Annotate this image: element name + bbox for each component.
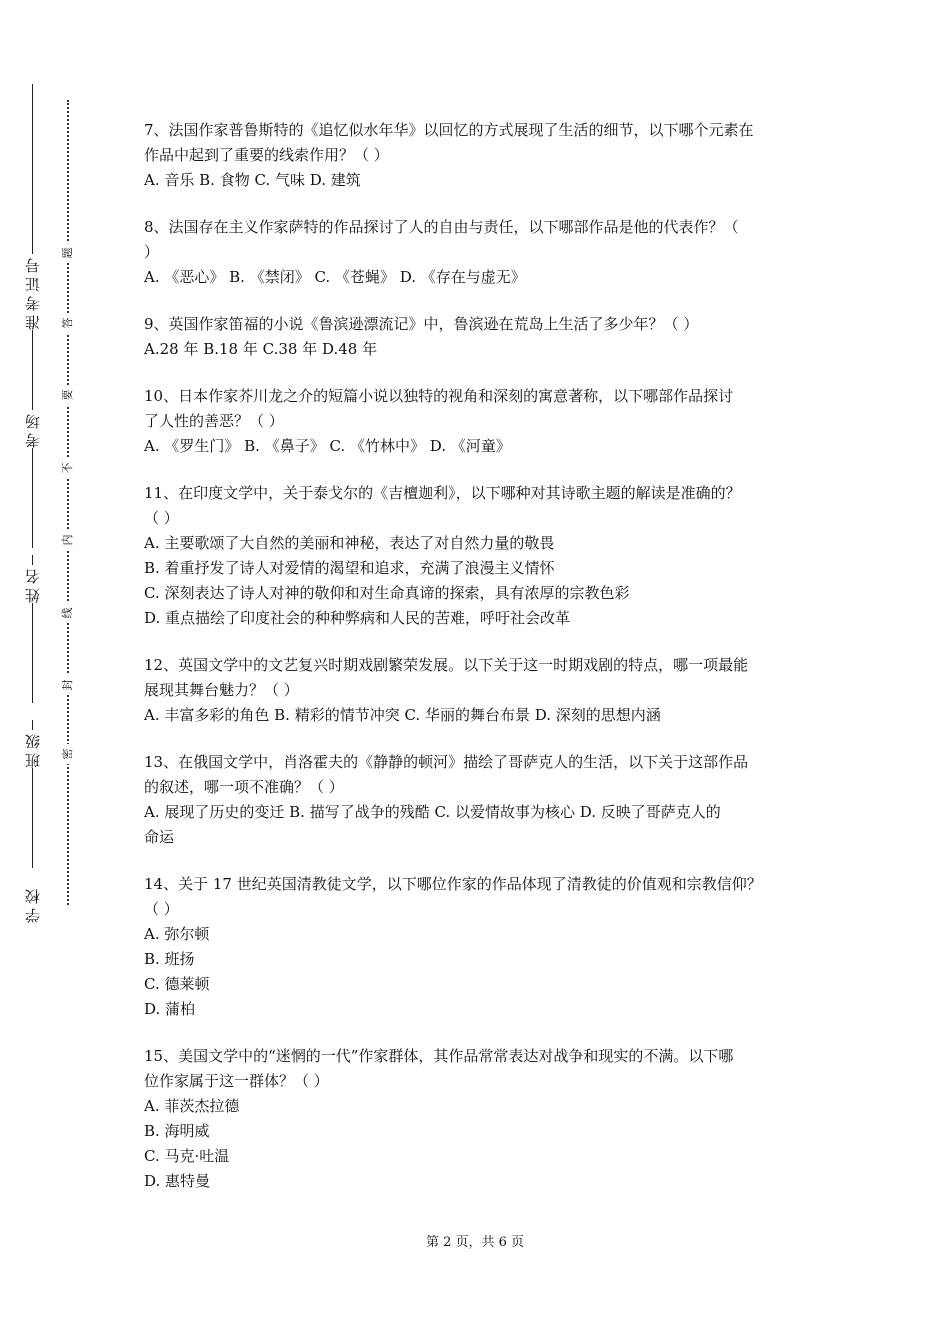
name-label: 姓名 bbox=[23, 565, 42, 603]
option-b: B. 海明威 bbox=[144, 1122, 210, 1140]
option-a: A. 弥尔顿 bbox=[144, 925, 210, 943]
option-d: D. 惠特曼 bbox=[144, 1172, 211, 1190]
class-field bbox=[20, 720, 44, 868]
option-a: A. 主要歌颂了大自然的美丽和神秘，表达了对自然力量的敬畏 bbox=[144, 534, 555, 552]
seal-char: 密 bbox=[58, 744, 78, 764]
seal-char: 答 bbox=[58, 313, 78, 333]
question-line: 8、法国存在主义作家萨特的作品探讨了人的自由与责任，以下哪部作品是他的代表作？（ bbox=[144, 218, 739, 236]
seal-char: 要 bbox=[58, 385, 78, 405]
option-c: C. 深刻表达了诗人对神的敬仰和对生命真谛的探索，具有浓厚的宗教色彩 bbox=[144, 584, 630, 602]
question-7 bbox=[144, 118, 812, 193]
question-line: 作品中起到了重要的线索作用？（ ） bbox=[144, 146, 389, 164]
question-line: 9、英国作家笛福的小说《鲁滨逊漂流记》中，鲁滨逊在荒岛上生活了多少年？（ ） bbox=[144, 315, 699, 333]
question-line: 的叙述，哪一项不准确？（ ） bbox=[144, 778, 344, 796]
exam-number-field bbox=[20, 84, 44, 390]
question-14 bbox=[144, 872, 812, 1022]
page-number: 第 2 页，共 6 页 bbox=[425, 1235, 525, 1250]
option-c: C. 德莱顿 bbox=[144, 975, 210, 993]
question-line: 了人性的善恶？（ ） bbox=[144, 412, 284, 430]
question-line: （ ） bbox=[144, 900, 179, 918]
question-line: 13、在俄国文学中，肖洛霍夫的《静静的顿河》描绘了哥萨克人的生活，以下关于这部作品 bbox=[144, 753, 749, 771]
name-field bbox=[20, 555, 44, 703]
seal-char: 题 bbox=[58, 243, 78, 263]
seal-char: 封 bbox=[58, 675, 78, 695]
question-options: A. 音乐 B. 食物 C. 气味 D. 建筑 bbox=[144, 171, 361, 189]
question-line: 展现其舞台魅力？（ ） bbox=[144, 681, 299, 699]
question-line: （ ） bbox=[144, 509, 179, 527]
question-line: 14、关于 17 世纪英国清教徒文学，以下哪位作家的作品体现了清教徒的价值观和宗教信仰？ bbox=[144, 875, 762, 893]
question-options: 命运 bbox=[144, 828, 175, 846]
binding-margin bbox=[0, 0, 110, 1344]
question-9 bbox=[144, 312, 812, 362]
question-15 bbox=[144, 1044, 812, 1194]
question-options: A. 展现了历史的变迁 B. 描写了战争的残酷 C. 以爱情故事为核心 D. 反映了哥萨克人的 bbox=[144, 803, 721, 821]
question-options: A. 丰富多彩的角色 B. 精彩的情节冲突 C. 华丽的舞台布景 D. 深刻的思想内涵 bbox=[144, 706, 661, 724]
question-line: 12、英国文学中的文艺复兴时期戏剧繁荣发展。以下关于这一时期戏剧的特点，哪一项最能 bbox=[144, 656, 749, 674]
question-10 bbox=[144, 384, 812, 459]
school-field bbox=[20, 885, 44, 923]
exam-room-label: 考场 bbox=[23, 410, 42, 448]
question-13 bbox=[144, 750, 812, 850]
question-options: A.28 年 B.18 年 C.38 年 D.48 年 bbox=[144, 340, 378, 358]
question-list bbox=[144, 118, 812, 1216]
question-line: 位作家属于这一群体？（ ） bbox=[144, 1072, 329, 1090]
option-b: B. 着重抒发了诗人对爱情的渴望和追求，充满了浪漫主义情怀 bbox=[144, 559, 555, 577]
exam-number-label: 准考证号 bbox=[23, 254, 42, 330]
option-c: C. 马克·吐温 bbox=[144, 1147, 230, 1165]
exam-room-field bbox=[20, 380, 44, 548]
question-line: 10、日本作家芥川龙之介的短篇小说以独特的视角和深刻的寓意著称，以下哪部作品探讨 bbox=[144, 387, 734, 405]
question-options: A. 《罗生门》 B. 《鼻子》 C. 《竹林中》 D. 《河童》 bbox=[144, 437, 511, 455]
class-label: 班级 bbox=[23, 730, 42, 768]
seal-char: 内 bbox=[58, 530, 78, 550]
option-d: D. 蒲柏 bbox=[144, 1000, 196, 1018]
question-line: ） bbox=[144, 243, 160, 261]
question-line: 15、美国文学中的“迷惘的一代”作家群体，其作品常常表达对战争和现实的不满。以下哪 bbox=[144, 1047, 734, 1065]
question-12 bbox=[144, 653, 812, 728]
question-line: 7、法国作家普鲁斯特的《追忆似水年华》以回忆的方式展现了生活的细节，以下哪个元素在 bbox=[144, 121, 754, 139]
seal-char: 线 bbox=[58, 603, 78, 623]
seal-dotted-line bbox=[67, 100, 69, 905]
question-11 bbox=[144, 481, 812, 631]
seal-char: 不 bbox=[58, 458, 78, 478]
question-8 bbox=[144, 215, 812, 290]
question-options: A. 《恶心》 B. 《禁闭》 C. 《苍蝇》 D. 《存在与虚无》 bbox=[144, 268, 526, 286]
school-label: 学校 bbox=[23, 885, 42, 923]
option-a: A. 菲茨杰拉德 bbox=[144, 1097, 240, 1115]
question-line: 11、在印度文学中，关于泰戈尔的《吉檀迦利》，以下哪种对其诗歌主题的解读是准确的？ bbox=[144, 484, 741, 502]
option-b: B. 班扬 bbox=[144, 950, 195, 968]
option-d: D. 重点描绘了印度社会的种种弊病和人民的苦难，呼吁社会改革 bbox=[144, 609, 571, 627]
